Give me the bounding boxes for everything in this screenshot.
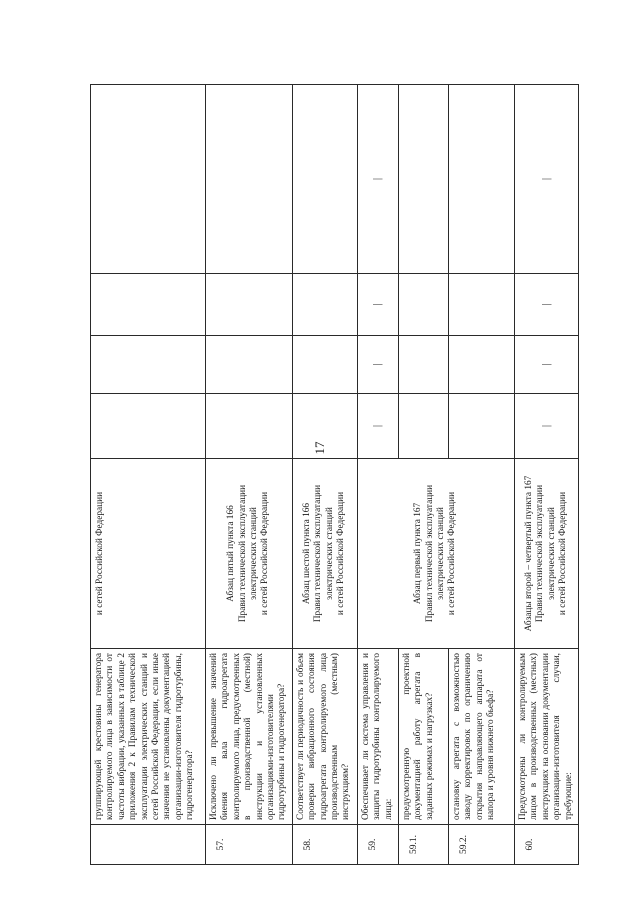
- mark-yes: [399, 394, 449, 459]
- table-row: [357, 85, 398, 865]
- mark-yes: [91, 394, 206, 459]
- mark-no: [292, 336, 357, 394]
- checklist-table: [90, 84, 579, 865]
- table-row: [91, 85, 206, 865]
- reference-line: Абзац первый пункта 167: [413, 502, 424, 605]
- table-row: [515, 85, 579, 865]
- mark-no: [91, 336, 206, 394]
- row-question: Предусмотрены ли контролируемым лицом в производственных (местных) инструкциях на основании документации организации-изготовителя случаи, требующие:: [515, 649, 579, 825]
- row-reference: [206, 459, 293, 649]
- mark-not-applicable: [91, 274, 206, 336]
- mark-not-applicable: [449, 274, 515, 336]
- row-question: Исключено ли превышение значений биения вала гидроагрегата контролируемого лица, предусмотренных в производственной (местной) инструкции и установленных организациями-изготовителями гидротурбины и гидрогенератора?: [206, 649, 293, 825]
- reference-line: и сетей Российской Федерации: [260, 491, 271, 616]
- mark-not-applicable: [292, 274, 357, 336]
- row-number: 59.: [357, 825, 398, 865]
- mark-no: [449, 336, 515, 394]
- reference-line: и сетей Российской Федерации: [447, 491, 458, 616]
- mark-yes: [292, 394, 357, 459]
- reference-line: Абзац шестой пункта 166: [302, 502, 313, 605]
- mark-note: [449, 85, 515, 274]
- reference-line: и сетей Российской Федерации: [557, 491, 568, 616]
- mark-no: |: [515, 336, 579, 394]
- row-question: группирующей крестовины генератора контролируемого лица в зависимости от частоты вибрации, указанных в таблице 2 приложения 2 к Правилам технической эксплуатации электрических станций и сетей Российской Федерации, если иные значения не установлены документацией организации-изготовителя гидротурбины, гидрогенератора?: [91, 649, 206, 825]
- mark-yes: |: [515, 394, 579, 459]
- table-row: [206, 85, 293, 865]
- mark-not-applicable: [399, 274, 449, 336]
- row-number: 59.2.: [449, 825, 515, 865]
- row-number: [91, 825, 206, 865]
- reference-line: Правил технической эксплуатации: [535, 484, 546, 623]
- row-number: 58.: [292, 825, 357, 865]
- reference-line: и сетей Российской Федерации: [336, 491, 347, 616]
- reference-line: Правил технической эксплуатации: [424, 484, 435, 623]
- row-number: 59.1.: [399, 825, 449, 865]
- mark-no: [399, 336, 449, 394]
- row-question: Соответствует ли периодичность и объем проверки вибрационного состояния гидроагрегата контролируемого лица производственным (местным) инструкциям?: [292, 649, 357, 825]
- row-question: остановку агрегата с возможностью заводу корректировок по ограничению открытия направляющего аппарата от напора и уровня нижнего бьефа?: [449, 649, 515, 825]
- reference-line: электрических станций: [248, 507, 259, 600]
- reference-line: Правил технической эксплуатации: [313, 484, 324, 623]
- row-reference: [357, 459, 514, 649]
- mark-not-applicable: [206, 274, 293, 336]
- mark-yes: [449, 394, 515, 459]
- mark-no: [206, 336, 293, 394]
- mark-note: [399, 85, 449, 274]
- row-number: 57.: [206, 825, 293, 865]
- reference-line: и сетей Российской Федерации: [95, 491, 105, 616]
- mark-not-applicable: |: [515, 274, 579, 336]
- reference-line: электрических станций: [435, 507, 446, 600]
- rotated-table-wrapper: [90, 85, 574, 865]
- reference-line: электрических станций: [324, 507, 335, 600]
- mark-no: |: [357, 336, 398, 394]
- mark-note: [292, 85, 357, 274]
- mark-yes: |: [357, 394, 398, 459]
- page-number: 17: [312, 441, 327, 455]
- row-reference: [292, 459, 357, 649]
- mark-not-applicable: |: [357, 274, 398, 336]
- row-reference: [91, 459, 206, 649]
- mark-note: [91, 85, 206, 274]
- row-reference: [515, 459, 579, 649]
- mark-note: |: [357, 85, 398, 274]
- reference-line: Абзац пятый пункта 166: [226, 505, 237, 602]
- reference-line: Абзацы второй – четвертый пункта 167: [523, 475, 534, 632]
- row-question: предусмотренную проектной документацией работу агрегата в заданных режимах и нагрузках?: [399, 649, 449, 825]
- reference-line: Правил технической эксплуатации: [237, 484, 248, 623]
- reference-line: электрических станций: [546, 507, 557, 600]
- table-row: [292, 85, 357, 865]
- mark-note: |: [515, 85, 579, 274]
- row-question: Обеспечивает ли система управления и защиты гидротурбины контролируемого лица:: [357, 649, 398, 825]
- mark-yes: [206, 394, 293, 459]
- mark-note: [206, 85, 293, 274]
- row-number: 60.: [515, 825, 579, 865]
